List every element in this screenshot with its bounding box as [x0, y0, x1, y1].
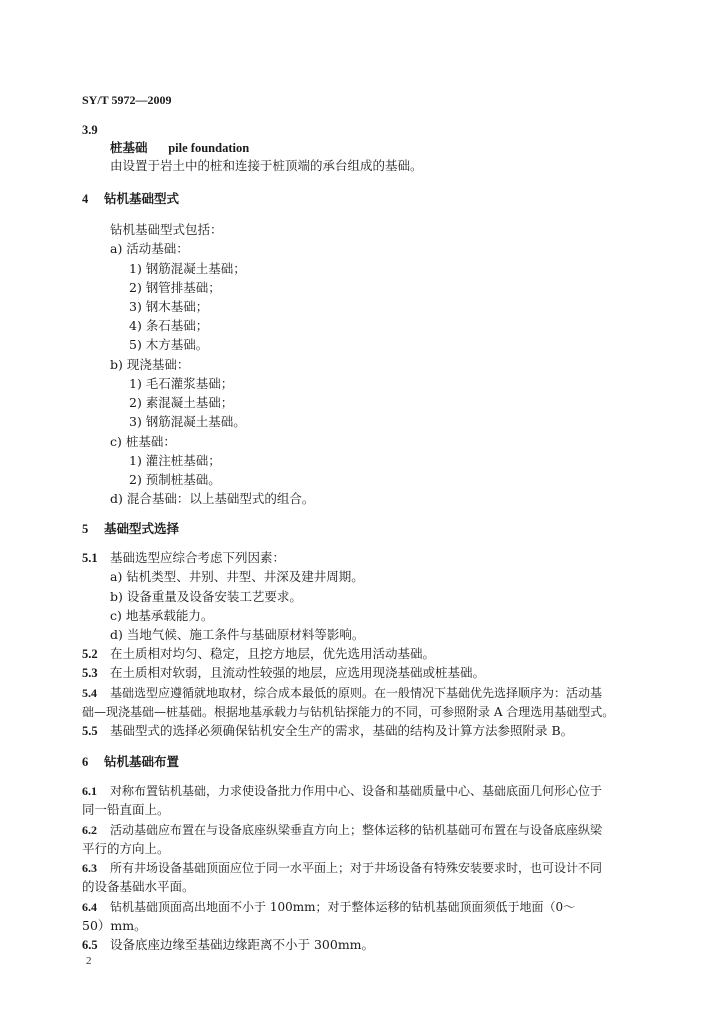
list-item-d: d) 当地气候、施工条件与基础原材料等影响。	[110, 627, 365, 642]
clause-5-4-line-1: 5.4 基础选型应遵循就地取材，综合成本最低的原则。在一般情况下基础优先选择顺序为：活动基	[82, 686, 603, 700]
list-item-c: c) 桩基础：	[110, 434, 176, 449]
clause-6-1-line-2: 同一铅直面上。	[82, 802, 170, 817]
clause-5-1: 5.1 基础选型应综合考虑下列因素：	[82, 550, 286, 565]
list-item-a: a) 活动基础：	[110, 241, 189, 256]
list-subitem: 5) 木方基础。	[129, 337, 209, 352]
term-cn: 桩基础	[110, 140, 148, 155]
clause-5-5: 5.5 基础型式的选择必须确保钻机安全生产的需求，基础的结构及计算方法参照附录 B。	[82, 723, 574, 738]
list-subitem: 2) 素混凝土基础；	[129, 395, 234, 410]
clause-6-2-line-1: 6.2 活动基础应布置在与设备底座纵梁垂直方向上；整体运移的钻机基础可布置在与设备底座纵梁	[82, 823, 603, 837]
list-item-b: b) 设备重量及设备安装工艺要求。	[110, 589, 302, 604]
list-subitem: 3) 钢筋混凝土基础。	[129, 414, 246, 429]
list-subitem: 2) 钢管排基础；	[129, 280, 221, 295]
list-subitem: 1) 毛石灌浆基础；	[129, 376, 234, 391]
clause-6-2-line-2: 平行的方向上。	[82, 841, 170, 856]
term-en: pile foundation	[168, 141, 250, 155]
list-subitem: 3) 钢木基础；	[129, 299, 209, 314]
list-subitem: 2) 预制桩基础。	[129, 472, 221, 487]
section-4-heading: 4 钻机基础型式	[82, 191, 180, 206]
clause-5-4-line-2: 础—现浇基础—桩基础。根据地基承载力与钻机钻探能力的不同，可参照附录 A 合理选用基础型式。	[82, 705, 615, 719]
section-6-heading: 6 钻机基础布置	[82, 754, 180, 769]
clause-6-5: 6.5 设备底座边缘至基础边缘距离不小于 300mm。	[82, 937, 375, 952]
clause-6-3-line-1: 6.3 所有井场设备基础顶面应位于同一水平面上；对于井场设备有特殊安装要求时，也可设计不同	[82, 861, 603, 875]
clause-3-9-number: 3.9	[82, 123, 98, 137]
clause-6-3-line-2: 的设备基础水平面。	[82, 879, 195, 894]
standard-number: SY/T 5972—2009	[82, 93, 172, 107]
clause-5-3: 5.3 在土质相对软弱，且流动性较强的地层，应选用现浇基础或桩基础。	[82, 665, 486, 680]
clause-5-2: 5.2 在土质相对均匀、稳定，且挖方地层，优先选用活动基础。	[82, 646, 436, 661]
list-subitem: 1) 灌注桩基础；	[129, 453, 221, 468]
list-item-c: c) 地基承载能力。	[110, 608, 214, 623]
list-subitem: 4) 条石基础；	[129, 318, 209, 333]
list-subitem: 1) 钢筋混凝土基础；	[129, 261, 246, 276]
clause-6-1-line-1: 6.1 对称布置钻机基础，力求使设备批力作用中心、设备和基础质量中心、基础底面几何形心位于	[82, 784, 603, 798]
page-number: 2	[86, 955, 92, 967]
section-4-intro: 钻机基础型式包括：	[110, 222, 223, 237]
clause-6-4-line-2: 50）mm。	[82, 918, 147, 933]
list-item-b: b) 现浇基础：	[110, 357, 190, 372]
list-item-d: d) 混合基础：以上基础型式的组合。	[110, 491, 315, 506]
term-definition: 由设置于岩土中的桩和连接于桩顶端的承台组成的基础。	[110, 158, 423, 173]
list-item-a: a) 钻机类型、井别、井型、井深及建井周期。	[110, 569, 364, 584]
clause-6-4-line-1: 6.4 钻机基础顶面高出地面不小于 100mm；对于整体运移的钻机基础顶面须低于地面（0～	[82, 900, 576, 914]
term-heading	[110, 140, 249, 156]
section-5-heading: 5 基础型式选择	[82, 521, 180, 536]
